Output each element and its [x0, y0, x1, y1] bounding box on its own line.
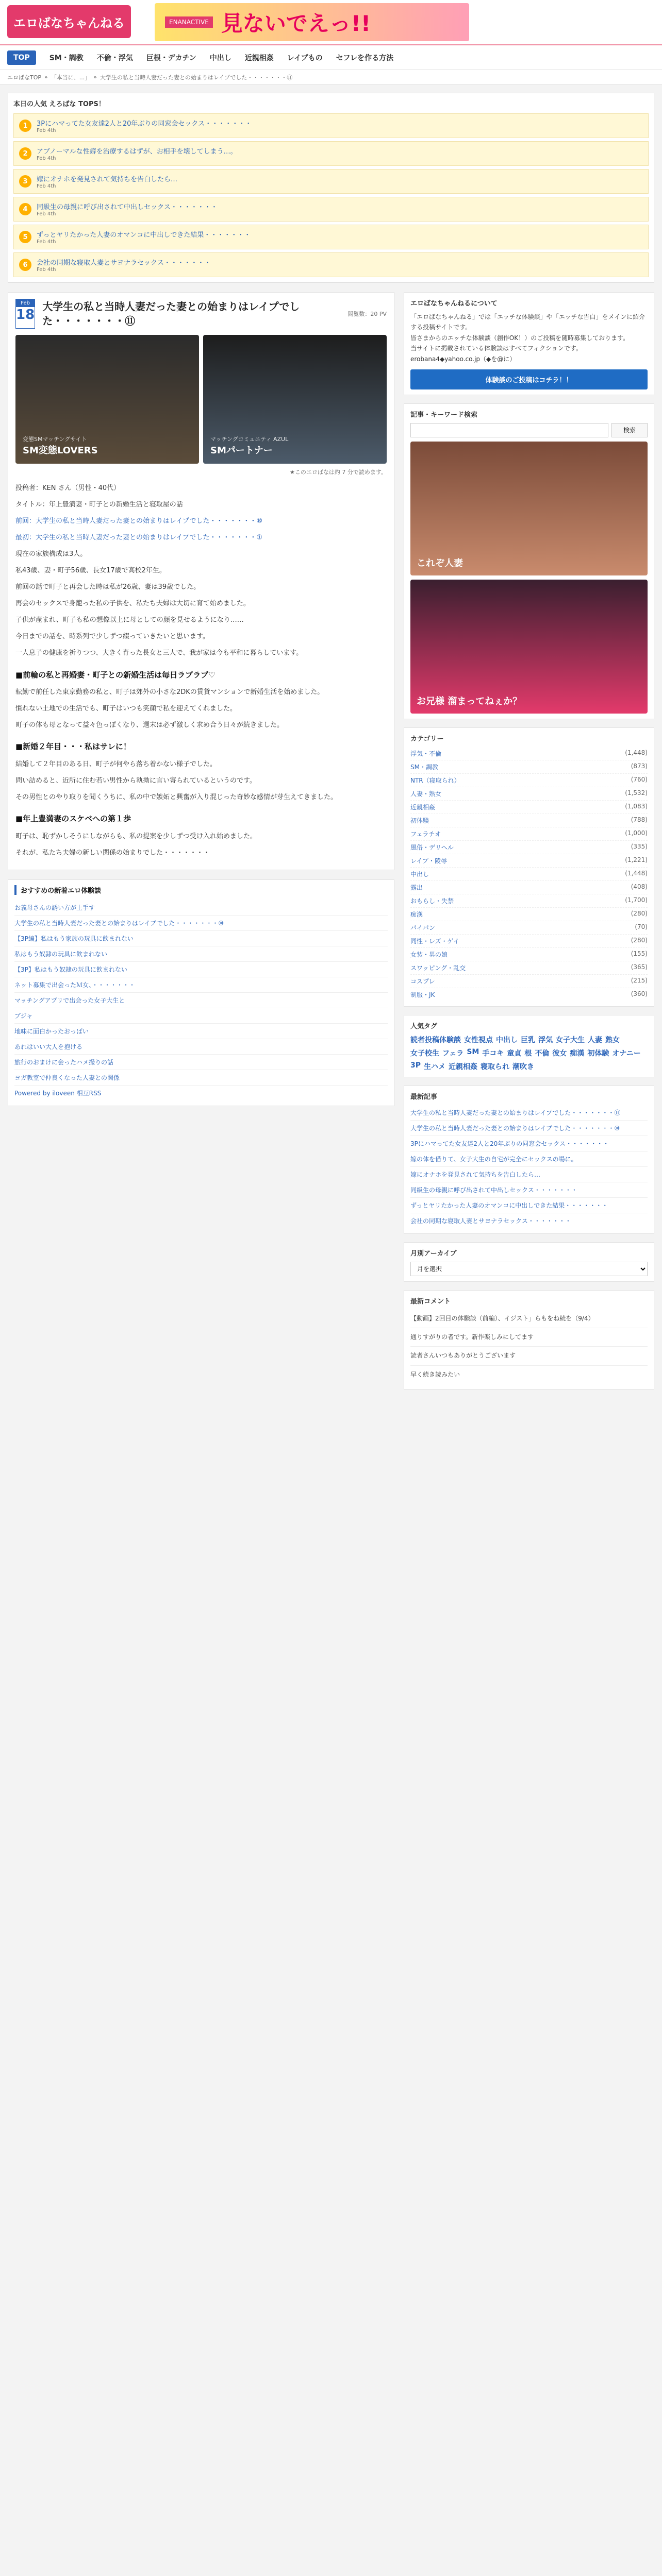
category-count: (365) [631, 963, 648, 971]
section-title: ■新婚２年目・・・私はサレに！ [15, 742, 131, 752]
tops-item-date: Feb 4th [37, 211, 56, 217]
category-name[interactable]: 制服・JK [410, 991, 435, 998]
tops-item[interactable] [13, 169, 649, 194]
post-intro: タイトル：年上豊満妻・町子との新婚生活と寝取屋の話 [15, 501, 183, 509]
site-header [0, 0, 662, 45]
archive-box [404, 1242, 654, 1282]
search-title: 記事・キーワード検索 [410, 411, 478, 419]
post-paragraph: 結婚して２年目のある日、町子が何やら落ち着かない様子でした。 [15, 760, 217, 769]
recommend-powered[interactable]: Powered by iloveen 相互RSS [14, 1090, 102, 1097]
category-name[interactable]: コスプレ [410, 977, 435, 985]
recent-item[interactable]: ずっとヤリたかった人妻のオマンコに中出しできた結果・・・・・・・ [410, 1198, 648, 1213]
about-text-line: 皆さまからのエッチな体験談（創作OK！）のご投稿を随時募集しております。 [410, 334, 630, 342]
tag-link[interactable]: 痴漢 [570, 1049, 585, 1058]
search-box [404, 403, 654, 719]
category-item[interactable] [410, 814, 648, 827]
tops-item-title[interactable]: 同級生の母親に呼び出されて中出しセックス・・・・・・・ [37, 204, 218, 211]
tops-item[interactable] [13, 225, 649, 249]
header-banner[interactable] [155, 3, 469, 41]
category-count: (155) [631, 950, 648, 957]
tops-rank: 5 [19, 231, 31, 243]
category-item[interactable] [410, 787, 648, 801]
tops-item-date: Feb 4th [37, 183, 56, 189]
top-nav [0, 45, 662, 70]
nav-rape[interactable]: レイプもの [287, 54, 323, 62]
tops-item-title[interactable]: 嫁にオナホを発見されて気持ちを告白したら… [37, 176, 178, 183]
comment-item[interactable]: 読者さんいつもありがとうございます [410, 1347, 648, 1365]
post-title: 大学生の私と当時人妻だった妻との始まりはレイプでした・・・・・・・⑪ [42, 300, 300, 327]
post-paragraph: それが、私たち夫婦の新しい関係の始まりでした・・・・・・・ [15, 849, 210, 857]
tag-link[interactable]: 浮気 [538, 1036, 553, 1044]
category-count: (360) [631, 990, 648, 997]
post-paragraph: 町子は、恥ずかしそうにしながらも、私の提案を少しずつ受け入れ始めました。 [15, 833, 257, 841]
category-name[interactable]: 露出 [410, 884, 423, 891]
category-count: (215) [631, 976, 648, 984]
breadcrumb-item[interactable]: エロばなTOP [7, 74, 42, 81]
category-item[interactable] [410, 908, 648, 921]
about-text-line: 「エロばなちゃんねる」では「エッチな体験談」や「エッチな告白」をメインに紹介する投稿サイトです。 [410, 313, 646, 331]
tag-link[interactable]: 女子大生 [556, 1036, 585, 1044]
section-title: ■前輪の私と再婚妻・町子との新婚生活は毎日ラブラブ♡ [15, 670, 216, 680]
tag-link[interactable]: 不倫 [535, 1049, 550, 1058]
category-name[interactable]: おもらし・失禁 [410, 897, 454, 905]
tag-link[interactable]: 女子校生 [410, 1049, 439, 1058]
nav-furin[interactable]: 不倫・浮気 [96, 54, 133, 62]
tag-link[interactable]: 女性視点 [464, 1036, 493, 1044]
category-count: (1,000) [625, 829, 648, 837]
tag-link[interactable]: 初体験 [587, 1049, 609, 1058]
categories-title: カテゴリー [410, 735, 444, 743]
post-paragraph: 前回の話で町子と再会した時は私が26歳、妻は39歳でした。 [15, 583, 201, 591]
tag-link[interactable]: 中出し [496, 1036, 518, 1044]
post-banner[interactable] [15, 335, 387, 464]
sidebar [404, 292, 654, 1398]
tops-item-date: Feb 4th [37, 267, 56, 273]
archive-select[interactable] [410, 1262, 648, 1276]
post-paragraph: 子供が産まれ、町子も私の想像以上に母としての顔を見せるようになり…… [15, 616, 244, 624]
categories-box [404, 727, 654, 1007]
category-item[interactable] [410, 961, 648, 975]
post-date [15, 299, 35, 329]
about-box [404, 292, 654, 395]
category-name[interactable]: 人妻・熟女 [410, 790, 442, 798]
recent-box [404, 1086, 654, 1234]
category-count: (1,700) [625, 896, 648, 904]
recent-item[interactable]: 嫁の体を借りて、女子大生の自宅が完全にセックスの場に。 [410, 1151, 648, 1167]
post-paragraph: その男性とのやり取りを聞くうちに、私の中で嫉妬と興奮が入り混じった奇妙な感情が芽生えてきました。 [15, 793, 338, 802]
category-count: (70) [635, 923, 648, 930]
recommend-item[interactable]: 旅行のおまけに会ったハメ撮りの話 [14, 1055, 388, 1070]
post-paragraph: 慣れない土地での生活でも、町子はいつも笑顔で私を迎えてくれました。 [15, 705, 237, 713]
category-name[interactable]: NTR（寝取られ） [410, 776, 460, 784]
tag-link[interactable]: 3P [410, 1061, 421, 1070]
tops-item-date: Feb 4th [37, 239, 56, 245]
site-logo[interactable]: エロばなちゃんねる [7, 5, 131, 38]
post [8, 292, 394, 870]
tag-link[interactable]: フェラ [442, 1049, 464, 1058]
tag-link[interactable]: 読者投稿体験談 [410, 1036, 461, 1044]
tag-link[interactable]: 潮吹き [512, 1062, 535, 1071]
recommend-title: おすすめの新着エロ体験談 [14, 885, 388, 895]
sidebar-ad-1[interactable]: これぞ人妻 [410, 442, 648, 575]
tops-item[interactable] [13, 197, 649, 222]
tag-link[interactable]: SM [467, 1047, 479, 1056]
category-count: (873) [631, 762, 648, 770]
section-title: ■年上豊満妻のスケベへの第１歩 [15, 814, 131, 824]
tag-link[interactable]: オナニー [612, 1049, 641, 1058]
tag-link[interactable]: 熟女 [605, 1036, 620, 1044]
category-item[interactable] [410, 774, 648, 787]
category-count: (760) [631, 775, 648, 783]
banner-left[interactable] [15, 335, 199, 464]
category-item[interactable] [410, 760, 648, 774]
tag-link[interactable]: 近親相姦 [449, 1062, 478, 1071]
breadcrumb-separator: » [44, 74, 48, 80]
banner-left-caption: SM変態LOVERS [23, 445, 98, 456]
category-name[interactable]: レイプ・陵辱 [410, 857, 448, 865]
tag-link[interactable]: 根 [524, 1049, 532, 1058]
category-count: (408) [631, 883, 648, 890]
category-item[interactable] [410, 894, 648, 908]
post-intro: 投稿者：KEN さん（男性・40代） [15, 484, 121, 492]
comment-item[interactable]: 通りすがりの者です。新作楽しみにしてます [410, 1328, 648, 1347]
category-item[interactable] [410, 827, 648, 841]
category-name[interactable]: パイパン [410, 924, 435, 931]
banner-title: 見ないでえっ!! [221, 11, 371, 36]
recent-item[interactable]: 同級生の母親に呼び出されて中出しセックス・・・・・・・ [410, 1182, 648, 1198]
post-paragraph: 私43歳、妻・町子56歳、長女17歳で高校2年生。 [15, 567, 166, 575]
category-name[interactable]: 初体験 [410, 817, 429, 824]
comment-item[interactable]: 【動画】2回目の体験談（前編）、イジスト」らもをね続を（9/4） [410, 1310, 648, 1328]
tops-rank: 2 [19, 147, 31, 160]
tags-title: 人気タグ [410, 1022, 438, 1030]
category-count: (335) [631, 842, 648, 850]
post-paragraph: 転勤で前任した東京勤務の私と、町子は郊外の小さな2DKの賃貸マンションで新婚生活を始めました。 [15, 688, 324, 697]
tops-item-title[interactable]: 会社の同期な寝取人妻とサヨナラセックス・・・・・・・ [37, 259, 211, 267]
post-date-day: 18 [16, 307, 35, 323]
recent-item[interactable]: 大学生の私と当時人妻だった妻との始まりはレイプでした・・・・・・・⑪ [410, 1105, 648, 1121]
submit-story-button[interactable]: 体験談のご投稿はコチラ！！ [410, 369, 648, 389]
tops-item[interactable] [13, 141, 649, 166]
tag-link[interactable]: 手コキ [482, 1049, 504, 1058]
tops-item-title[interactable]: ずっとヤリたかった人妻のオマンコに中出しできた結果・・・・・・・ [37, 231, 251, 239]
post-paragraph: 一人息子の健康を祈りつつ、大きく育った長女と三人で、我が家は今も平和に暮らしています。 [15, 649, 303, 657]
category-count: (280) [631, 909, 648, 917]
recommend-item[interactable]: マッチングアプリで出会った女子大生と [14, 993, 388, 1008]
post-link-first[interactable]: 最初：大学生の私と当時人妻だった妻との始まりはレイプでした・・・・・・・① [15, 534, 263, 542]
category-count: (1,083) [625, 802, 648, 810]
category-name[interactable]: 女装・男の娘 [410, 951, 448, 958]
tag-link[interactable]: 生ハメ [424, 1062, 446, 1071]
banner-right-sub: マッチングコミュニティ AZUL [210, 436, 289, 443]
category-name[interactable]: 風俗・デリヘル [410, 843, 454, 851]
category-item[interactable] [410, 841, 648, 854]
tag-link[interactable]: 寝取られ [481, 1062, 510, 1071]
nav-sm[interactable]: SM・調教 [49, 54, 84, 62]
banner-left-sub: 変態SMマッチングサイト [23, 436, 87, 443]
tops-title: 本日の人気 えろばな TOPS！ [13, 100, 105, 108]
category-item[interactable] [410, 868, 648, 881]
category-item[interactable] [410, 854, 648, 868]
recent-item[interactable]: 会社の同期な寝取人妻とサヨナラセックス・・・・・・・ [410, 1217, 571, 1225]
category-count: (1,448) [625, 869, 648, 877]
tops-item-title[interactable]: アブノーマルな性癖を治療するはずが、お相手を壊してしまう…。 [37, 148, 237, 156]
comments-box [404, 1290, 654, 1389]
tops-rank: 3 [19, 175, 31, 188]
tops-rank: 6 [19, 259, 31, 271]
category-item[interactable] [410, 948, 648, 961]
breadcrumb-item: 大学生の私と当時人妻だった妻との始まりはレイプでした・・・・・・・⑪ [100, 74, 293, 81]
recommend-item[interactable]: 大学生の私と当時人妻だった妻との始まりはレイプでした・・・・・・・⑩ [14, 916, 388, 931]
category-name[interactable]: SM・調教 [410, 763, 438, 771]
recommend-item[interactable]: ネット募集で出会ったＭ女、・・・・・・・ [14, 977, 388, 993]
category-name[interactable]: 痴漢 [410, 910, 423, 918]
about-text-line: 当サイトに掲載されている体験談はすべてフィクションです。 [410, 345, 582, 352]
post-date-month: Feb [16, 299, 35, 307]
category-item[interactable] [410, 935, 648, 948]
banner-right[interactable] [203, 335, 387, 464]
nav-top[interactable]: TOP [7, 50, 36, 65]
comments-title: 最新コメント [410, 1297, 451, 1306]
tops-item-title[interactable]: 3Pにハマってた女友達2人と20年ぶりの同窓会セックス・・・・・・・ [37, 120, 252, 128]
nav-nakadashi[interactable]: 中出し [209, 54, 231, 62]
recommend-item[interactable]: あれはいい大人を抱ける [14, 1039, 388, 1055]
archive-title: 月別アーカイブ [410, 1249, 457, 1258]
tops-item[interactable] [13, 252, 649, 277]
recent-item[interactable]: 3Pにハマってた女友達2人と20年ぶりの同窓会セックス・・・・・・・ [410, 1136, 648, 1151]
category-name[interactable]: 浮気・不倫 [410, 750, 442, 757]
category-name[interactable]: 中出し [410, 870, 429, 878]
read-time-note: ★このエロばなは約 7 分で読めます。 [290, 469, 387, 476]
recommend-box [8, 879, 394, 1106]
recent-title: 最新記事 [410, 1093, 438, 1101]
category-count: (1,221) [625, 856, 648, 863]
post-paragraph: 町子の体も母となって益々色っぽくなり、週末は必ず激しく求め合う日々が続きました。 [15, 721, 284, 730]
content-wrap [8, 292, 654, 1398]
breadcrumb-separator: » [93, 74, 97, 80]
breadcrumb-item[interactable]: 「本当に、...」 [51, 74, 91, 81]
post-body [15, 482, 387, 859]
tag-link[interactable]: 巨乳 [521, 1036, 535, 1044]
recent-item[interactable]: 大学生の私と当時人妻だった妻との始まりはレイプでした・・・・・・・⑩ [410, 1121, 648, 1136]
comment-item[interactable]: 早く続き読みたい [410, 1370, 460, 1378]
recommend-item[interactable]: 地味に面白かったおっぱい [14, 1024, 388, 1039]
search-button[interactable]: 検索 [611, 423, 648, 437]
post-paragraph: 今日までの話を、時系列で少しずつ綴っていきたいと思います。 [15, 633, 209, 641]
category-name[interactable]: フェラチオ [410, 830, 441, 838]
tops-rank: 4 [19, 203, 31, 215]
recommend-item[interactable]: 【3P編】私はもう家族の玩具に飲まれない [14, 931, 388, 946]
tag-link[interactable]: 人妻 [588, 1036, 602, 1044]
category-item[interactable] [410, 801, 648, 814]
nav-sefure[interactable]: セフレを作る方法 [336, 54, 394, 62]
tops-rank: 1 [19, 120, 31, 132]
recommend-item[interactable]: ヨガ教室で仲良くなった人妻との関係 [14, 1070, 388, 1086]
post-link-prev[interactable]: 前回：大学生の私と当時人妻だった妻との始まりはレイプでした・・・・・・・⑩ [15, 517, 263, 526]
category-name[interactable]: 同性・レズ・ゲイ [410, 937, 459, 945]
contact-email: erobana4◆yahoo.co.jp（◆を@に） [410, 355, 516, 363]
sidebar-ad-2[interactable]: お兄様 溜まってねぇか？ [410, 580, 648, 714]
banner-right-caption: SMパートナー [210, 445, 273, 456]
category-item[interactable] [410, 747, 648, 760]
recent-item[interactable]: 嫁にオナホを発見されて気持ちを告白したら… [410, 1167, 648, 1182]
category-item[interactable] [410, 881, 648, 894]
recommend-item[interactable]: 私はもう奴隷の玩具に飲まれない [14, 946, 388, 962]
tag-link[interactable]: 彼女 [552, 1049, 567, 1058]
tags-box [404, 1015, 654, 1077]
recommend-item[interactable]: 【3P】私はもう奴隷の玩具に飲まれない [14, 962, 388, 977]
category-item[interactable] [410, 988, 648, 1001]
tops-item-date: Feb 4th [37, 128, 56, 133]
main-column [8, 292, 394, 1398]
category-count: (1,448) [625, 749, 648, 756]
category-count: (1,532) [625, 789, 648, 796]
recommend-item[interactable]: ブジャ [14, 1008, 388, 1024]
post-paragraph: 現在の家族構成は3人。 [15, 550, 87, 558]
banner-tag: ENANACTIVE [165, 16, 213, 28]
breadcrumb [0, 70, 662, 84]
post-meta: 閲覧数：20 PV [347, 311, 387, 317]
about-title: エロばなちゃんねるについて [410, 300, 498, 308]
nav-kinshin[interactable]: 近親相姦 [244, 54, 274, 62]
tops-item[interactable] [13, 113, 649, 138]
tops-item-date: Feb 4th [37, 156, 56, 161]
tops-box [8, 93, 654, 283]
recommend-item[interactable]: お義母さんの誘い方が上手す [14, 900, 388, 916]
category-count: (788) [631, 816, 648, 823]
tag-link[interactable]: 童貞 [507, 1049, 522, 1058]
nav-kyokon[interactable]: 巨根・デカチン [146, 54, 196, 62]
category-name[interactable]: 近親相姦 [410, 803, 436, 811]
about-text [410, 312, 648, 364]
search-input[interactable] [410, 423, 608, 437]
category-count: (280) [631, 936, 648, 944]
post-paragraph: 再会のセックスで身籠った私の子供を、私たち夫婦は大切に育て始めました。 [15, 600, 250, 608]
post-paragraph: 問い詰めると、近所に住む若い男性から執拗に言い寄られているというのです。 [15, 777, 256, 785]
category-name[interactable]: スワッピング・乱交 [410, 964, 466, 972]
category-item[interactable] [410, 921, 648, 935]
tag-cloud [410, 1035, 648, 1072]
category-item[interactable] [410, 975, 648, 988]
